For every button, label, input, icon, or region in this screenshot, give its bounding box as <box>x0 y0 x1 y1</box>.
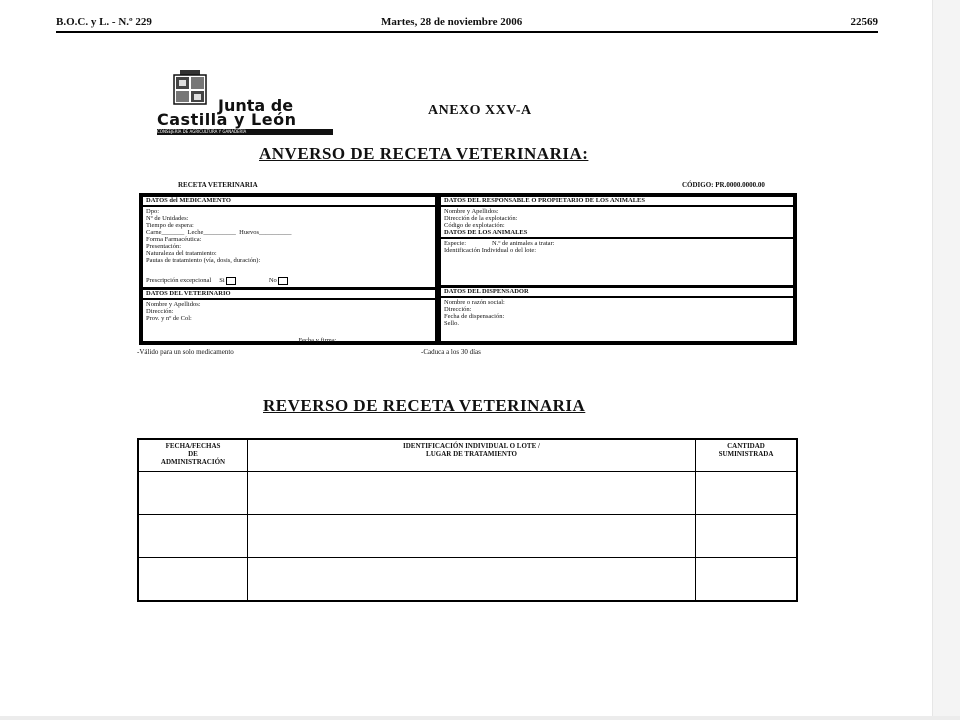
viewer-bottom-edge <box>0 716 960 720</box>
front-title: ANVERSO DE RECETA VETERINARIA: <box>259 144 589 163</box>
veterinario-header: DATOS DEL VETERINARIO <box>143 287 435 300</box>
table-cell[interactable] <box>248 515 696 558</box>
no-label: No <box>268 277 277 284</box>
note-single-medicine: -Válido para un solo medicamento <box>137 348 234 356</box>
bulletin-date: Martes, 28 de noviembre 2006 <box>381 16 523 28</box>
fecha-firma: Fecha y firma: <box>298 337 337 344</box>
table-cell[interactable] <box>696 515 798 558</box>
table-cell[interactable] <box>248 558 696 602</box>
logo-subtitle: CONSEJERÍA DE AGRICULTURA Y GANADERÍA <box>157 129 333 135</box>
medicamento-body: Dpo: Nº de Unidades: Tiempo de espera: Carne_______ Leche__________ Huevos__________ Forma Farmacéutica: Presentación: Naturaleza del tratamiento: Pautas de tratamiento (vía, dosis, duración): <box>146 208 292 264</box>
viewer-scroll-track[interactable] <box>932 0 960 720</box>
col-fecha: FECHA/FECHAS DE ADMINISTRACIÓN <box>138 439 248 472</box>
form-right-column <box>441 197 793 341</box>
si-checkbox[interactable] <box>226 277 236 285</box>
logo-line2: Castilla y León <box>157 110 297 129</box>
dispensador-header: DATOS DEL DISPENSADOR <box>441 285 793 298</box>
note-expiry: -Caduca a los 30 días <box>421 348 481 356</box>
table-cell[interactable] <box>696 472 798 515</box>
page-number: 22569 <box>850 16 878 28</box>
veterinario-body: Nombre y Apellidos: Dirección: Prov. y nº de Col: <box>146 301 201 322</box>
page-header <box>56 14 878 32</box>
bulletin-number: B.O.C. y L. - N.º 229 <box>56 16 152 28</box>
receta-label: RECETA VETERINARIA <box>178 181 258 189</box>
excepcional-label: Prescripción excepcional <box>146 277 212 284</box>
no-checkbox[interactable] <box>278 277 288 285</box>
responsable-header: DATOS DEL RESPONSABLE O PROPIETARIO DE LOS ANIMALES <box>441 197 793 207</box>
form-left-column <box>143 197 435 344</box>
table-cell[interactable] <box>248 472 696 515</box>
annex-title: ANEXO XXV-A <box>428 103 532 118</box>
table-row <box>138 472 797 515</box>
table-row <box>138 515 797 558</box>
dispensador-body: Nombre o razón social: Dirección: Fecha de dispensación: Sello. <box>444 299 505 327</box>
excepcional-row <box>143 275 435 287</box>
codigo-label: CÓDIGO: PR.0000.0000.00 <box>682 181 765 189</box>
reverse-table <box>137 438 798 602</box>
table-cell[interactable] <box>138 558 248 602</box>
table-cell[interactable] <box>138 472 248 515</box>
header-rule <box>56 31 878 33</box>
si-label: Si <box>219 277 225 284</box>
back-title: REVERSO DE RECETA VETERINARIA <box>263 396 586 415</box>
animales-body: Especie: N.º de animales a tratar: Identificación Individual o del lote: <box>444 240 555 254</box>
table-cell[interactable] <box>696 558 798 602</box>
reverse-header-row <box>138 439 797 472</box>
col-cantidad: CANTIDAD SUMINISTRADA <box>696 439 798 472</box>
coat-of-arms-icon <box>170 70 210 106</box>
responsable-body: Nombre y Apellidos: Dirección de la explotación: Código de explotación: <box>444 208 518 229</box>
col-identificacion: IDENTIFICACIÓN INDIVIDUAL O LOTE / LUGAR DE TRATAMIENTO <box>248 439 696 472</box>
junta-logo <box>155 68 335 132</box>
table-cell[interactable] <box>138 515 248 558</box>
animales-header: DATOS DE LOS ANIMALES <box>441 229 793 239</box>
prescription-front-form <box>139 193 797 345</box>
medicamento-header: DATOS del MEDICAMENTO <box>143 197 435 207</box>
logo-line1: Junta de <box>218 96 294 115</box>
table-row <box>138 558 797 602</box>
